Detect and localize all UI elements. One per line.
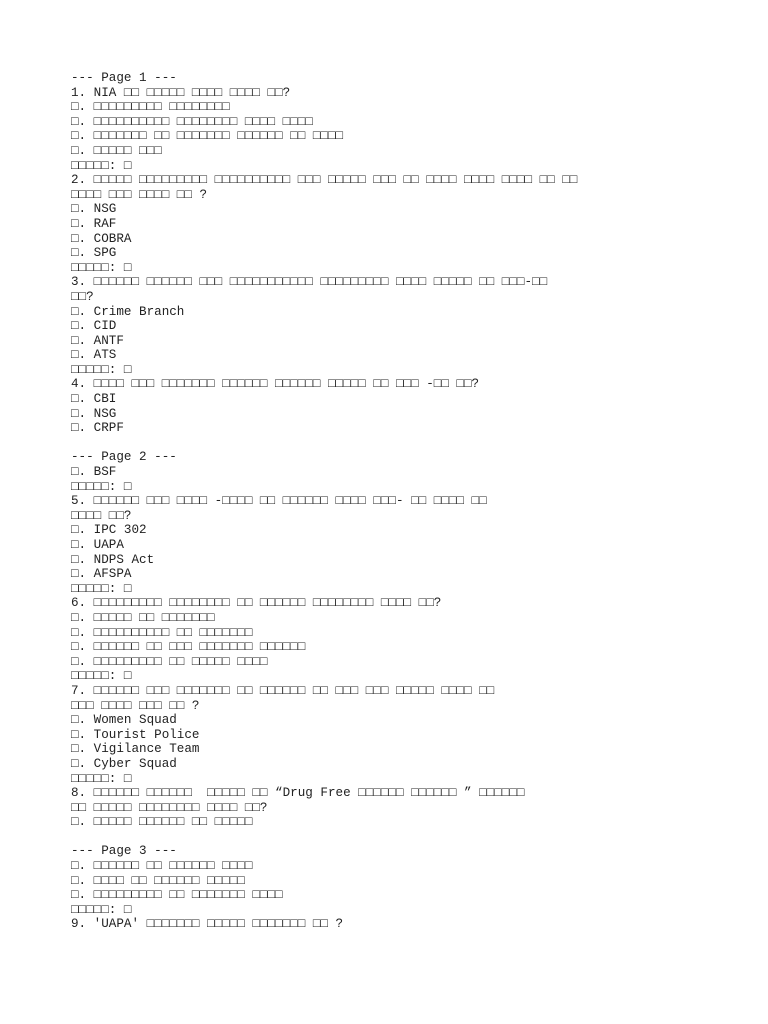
answer-option: □. COBRA (71, 231, 132, 246)
answer-key: □□□□□: □ (71, 158, 132, 173)
answer-option: □. Crime Branch (71, 304, 185, 319)
answer-option: □. □□□□□ □□ □□□□□□□ (71, 610, 215, 625)
answer-option: □. □□□□□ □□□□□□ □□ □□□□□ (71, 815, 253, 830)
answer-option: □. □□□□□□□ □□ □□□□□□□ □□□□□□ □□ □□□□ (71, 129, 344, 144)
answer-option: □. RAF (71, 216, 117, 231)
answer-option: □. ANTF (71, 333, 124, 348)
question-text: □□□□ □□□ □□□□ □□ ? (71, 187, 208, 202)
answer-option: □. □□□□□□ □□ □□□□□□ □□□□ (71, 859, 253, 874)
document-body (71, 71, 731, 932)
answer-option: □. CBI (71, 392, 117, 407)
answer-option: □. NSG (71, 406, 117, 421)
answer-option: □. Vigilance Team (71, 742, 200, 757)
question-text: 4. □□□□ □□□ □□□□□□□ □□□□□□ □□□□□□ □□□□□ □□ □□□ -□□ □□? (71, 377, 480, 392)
answer-option: □. NSG (71, 202, 117, 217)
answer-option: □. NDPS Act (71, 552, 155, 567)
question-text: □□□ □□□□ □□□ □□ ? (71, 698, 200, 713)
answer-option: □. □□□□□□□□□□ □□□□□□□□ □□□□ □□□□ (71, 114, 313, 129)
answer-option: □. □□□□□□ □□ □□□ □□□□□□□ □□□□□□ (71, 640, 306, 655)
answer-key: □□□□□: □ (71, 260, 132, 275)
question-text: 1. NIA □□ □□□□□ □□□□ □□□□ □□? (71, 85, 291, 100)
question-text: 3. □□□□□□ □□□□□□ □□□ □□□□□□□□□□□ □□□□□□□□□ □□□□ □□□□□ □□ □□□-□□ (71, 275, 548, 290)
answer-option: □. Tourist Police (71, 727, 200, 742)
page-marker: --- Page 3 --- (71, 844, 177, 859)
answer-option: □. CRPF (71, 421, 124, 436)
question-text: 2. □□□□□ □□□□□□□□□ □□□□□□□□□□ □□□ □□□□□ □□□ □□ □□□□ □□□□ □□□□ □□ □□ (71, 173, 578, 188)
answer-key: □□□□□: □ (71, 771, 132, 786)
answer-option: □. AFSPA (71, 567, 132, 582)
answer-option: □. □□□□□ □□□ (71, 143, 162, 158)
answer-option: □. □□□□□□□□□ □□ □□□□□□□ □□□□ (71, 888, 283, 903)
answer-key: □□□□□: □ (71, 581, 132, 596)
answer-option: □. □□□□□□□□□ □□ □□□□□ □□□□ (71, 654, 268, 669)
page-marker: --- Page 2 --- (71, 450, 177, 465)
answer-option: □. SPG (71, 246, 117, 261)
answer-option: □. IPC 302 (71, 523, 147, 538)
answer-option: □. UAPA (71, 538, 124, 552)
answer-option: □. Cyber Squad (71, 756, 177, 771)
question-text: □□□□ □□? (71, 508, 132, 523)
answer-key: □□□□□: □ (71, 669, 132, 684)
question-text: 8. □□□□□□ □□□□□□ □□□□□ □□ “Drug Free □□□□□□ □□□□□□ ” □□□□□□ (71, 786, 525, 801)
answer-key: □□□□□: □ (71, 902, 132, 917)
blank-line (71, 436, 731, 451)
question-text: 6. □□□□□□□□□ □□□□□□□□ □□ □□□□□□ □□□□□□□□ □□□□ □□? (71, 596, 442, 611)
question-text: 7. □□□□□□ □□□ □□□□□□□ □□ □□□□□□ □□ □□□ □□□ □□□□□ □□□□ □□ (71, 683, 495, 698)
answer-key: □□□□□: □ (71, 479, 132, 494)
blank-line (71, 830, 731, 845)
answer-option: □. ATS (71, 348, 117, 363)
answer-option: □. BSF (71, 465, 117, 480)
answer-option: □. CID (71, 319, 117, 334)
question-text: □□? (71, 289, 94, 304)
question-text: □□ □□□□□ □□□□□□□□ □□□□ □□? (71, 800, 268, 815)
answer-option: □. Women Squad (71, 713, 177, 728)
question-text: 9. 'UAPA' □□□□□□□ □□□□□ □□□□□□□ □□ ? (71, 917, 344, 932)
answer-option: □. □□□□□□□□□□ □□ □□□□□□□ (71, 625, 253, 640)
page-marker: --- Page 1 --- (71, 71, 177, 85)
answer-option: □. □□□□ □□ □□□□□□ □□□□□ (71, 873, 245, 888)
answer-key: □□□□□: □ (71, 362, 132, 377)
answer-option: □. □□□□□□□□□ □□□□□□□□ (71, 100, 230, 115)
question-text: 5. □□□□□□ □□□ □□□□ -□□□□ □□ □□□□□□ □□□□ □□□- □□ □□□□ □□ (71, 494, 487, 509)
